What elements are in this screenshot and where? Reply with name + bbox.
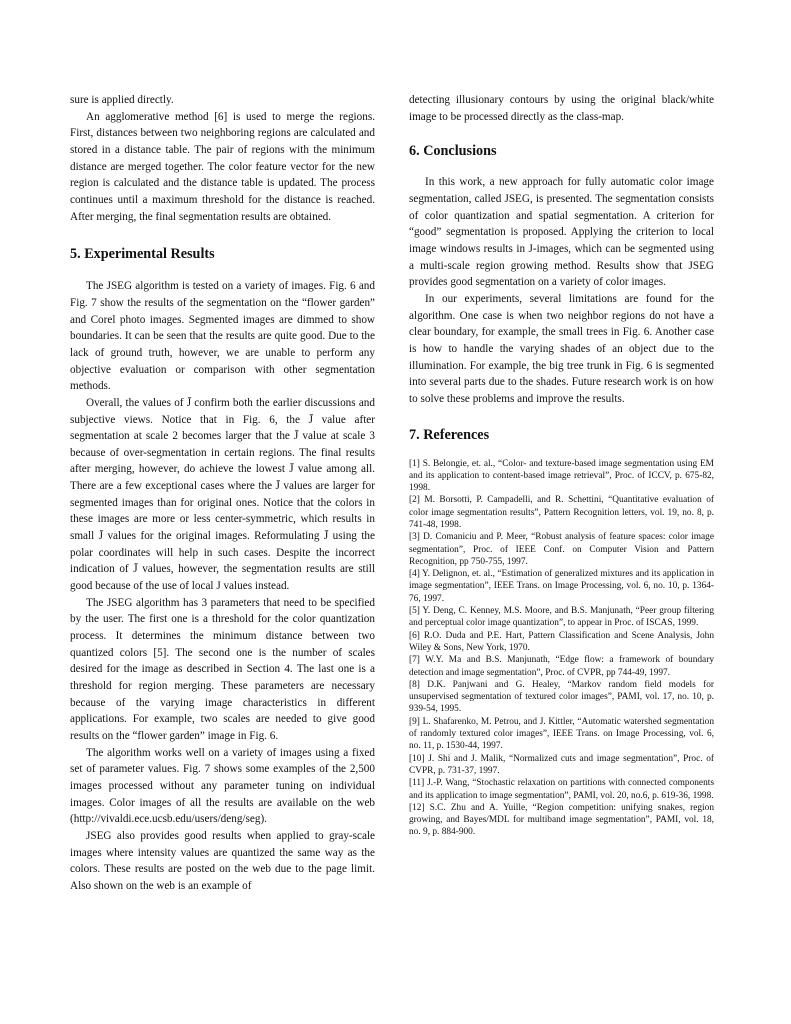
right-column xyxy=(409,92,714,839)
reference-item: [6] R.O. Duda and P.E. Hart, Pattern Classification and Scene Analysis, John Wiley & Sons, New York, 1970. xyxy=(409,630,714,653)
paragraph-illusionary-contours: detecting illusionary contours by using the original black/white image to be processed directly as the class-map. xyxy=(409,94,714,123)
reference-item: [5] Y. Deng, C. Kenney, M.S. Moore, and B.S. Manjunath, “Peer group filtering and perceptual color image quantization”, to appear in Proc. of ISCAS, 1999. xyxy=(409,606,714,629)
section-heading-conclusions: 6. Conclusions xyxy=(409,143,497,160)
paragraph-parameters: The JSEG algorithm has 3 parameters that need to be specified by the user. The first one is a threshold for the color quantization process. It determines the minimum distance between two quantized colors [5]. The second one is the number of scales desired for the image as described in Section 4. The last one is a threshold for region merging. These parameters are necessary because of the varying image characteristics in different applications. For example, two scales are needed to give good results on the “flower garden” image in Fig. 6. xyxy=(70,596,375,742)
reference-item: [7] W.Y. Ma and B.S. Manjunath, “Edge flow: a framework of boundary detection and image segmentation”, Proc. of CVPR, pp 744-49, 1997. xyxy=(409,655,714,678)
section-heading-experimental-results: 5. Experimental Results xyxy=(70,246,215,263)
left-column xyxy=(70,92,375,895)
paragraph-agglomerative: An agglomerative method [6] is used to merge the regions. First, distances between two neighboring regions are calculated and stored in a distance table. The pair of regions with the minimum distance are merged together. The color feature vector for the new region is calculated and the distance table is updated. The process continues until a maximum threshold for the distance is reached. After merging, the final segmentation results are obtained. xyxy=(70,110,375,223)
section-heading-references: 7. References xyxy=(409,426,490,443)
paragraph-jseg-tested: The JSEG algorithm is tested on a variety of images. Fig. 6 and Fig. 7 show the results of the segmentation on the “flower garden” and Corel photo images. Segmented images are dimmed to show boundaries. It can be seen that the results are quite good. Due to the lack of ground truth, however, we are unable to perform any objective evaluation or comparison with other segmentation methods. xyxy=(70,280,375,393)
reference-list xyxy=(409,458,714,839)
reference-item: [8] D.K. Panjwani and G. Healey, “Markov random field models for unsupervised segmentation of textured color images”, PAMI, vol. 17, no. 10, p. 939-54, 1995. xyxy=(409,679,714,715)
paragraph-grayscale: JSEG also provides good results when applied to gray-scale images where intensity values are quantized the same way as the colors. These results are posted on the web due to the page limit. Also shown on the web is an example of xyxy=(70,829,375,892)
reference-item: [11] J.-P. Wang, “Stochastic relaxation on partitions with connected components and its application to image segmentation”, PAMI, vol. 20, no.6, p. 619-36, 1998. xyxy=(409,778,714,801)
reference-item: [9] L. Shafarenko, M. Petrou, and J. Kittler, “Automatic watershed segmentation of randomly textured color images”, IEEE Trans. on Image Processing, vol. 6, no. 11, p. 1530-44, 1997. xyxy=(409,716,714,752)
paragraph-limitations: In our experiments, several limitations are found for the algorithm. One case is when two neighbor regions do not have a clear boundary, for example, the small trees in Fig. 6. Another case is how to handle the varying shades of an object due to the illumination. For example, the big tree trunk in Fig. 6 is segmented into several parts due to the shades. Future research work is on how to solve these problems and improve the results. xyxy=(409,292,714,405)
paragraph-merge-intro: sure is applied directly. xyxy=(70,94,174,106)
reference-item: [2] M. Borsotti, P. Campadelli, and R. Schettini, “Quantitative evaluation of color image segmentation results”, Pattern Recognition letters, vol. 19, no. 8, p. 741-48, 1998. xyxy=(409,495,714,530)
reference-item: [3] D. Comaniciu and P. Meer, “Robust analysis of feature spaces: color image segmentation”, Proc. of IEEE Conf. on Computer Vision and Pattern Recognition, pp 750-755, 1997. xyxy=(409,532,714,567)
reference-item: [4] Y. Delignon, et. al., “Estimation of generalized mixtures and its application in image segmentation”, IEEE Trans. on Image Processing, vol. 6, no. 10, p. 1364-76, 1997. xyxy=(409,569,714,604)
paragraph-fixed-parameters: The algorithm works well on a variety of images using a fixed set of parameter values. Fig. 7 shows some examples of the 2,500 images processed without any parameter tuning on individual images. Color images of all the results are available on the web (http://vivaldi.ece.ucsb.edu/users/deng/seg). xyxy=(70,746,375,826)
reference-item: [1] S. Belongie, et. al., “Color- and texture-based image segmentation using EM and its application to content-based image retrieval”, Proc. of ICCV, p. 675-82, 1998. xyxy=(409,458,714,494)
paragraph-conclusions-summary: In this work, a new approach for fully automatic color image segmentation, called JSEG, is presented. The segmentation consists of color quantization and spatial segmentation. A criterion for “good” segmentation is proposed. Applying the criterion to local image windows results in J-images, which can be segmented using a multi-scale region growing method. Results show that JSEG provides good segmentation on a variety of color images. xyxy=(409,176,714,289)
reference-item: [12] S.C. Zhu and A. Yuille, “Region competition: unifying snakes, region growing, and Bayes/MDL for multiband image segmentation”, PAMI, vol. 18, no. 9, p. 884-900. xyxy=(409,802,714,838)
reference-item: [10] J. Shi and J. Malik, “Normalized cuts and image segmentation”, Proc. of CVPR, p. 731-37, 1997. xyxy=(409,753,714,776)
paragraph-j-values: Overall, the values of J̄ confirm both the earlier discussions and subjective views. Notice that in Fig. 6, the J̄ value after segmentation at scale 2 becomes larger that the J̄ value at scale 3 because of over-segmentation in certain regions. The final results after merging, however, do achieve the lowest J̄ value among all. There are a few exceptional cases where the J̄ values are larger for segmented images than for original ones. Notice that the colors in these images are more or less center-symmetric, which results in small J̄ values for the original images. Reformulating J̄ using the polar coordinates will help in such cases. Despite the incorrect indication of J̄ values, however, the segmentation results are still good because of the use of local J values instead. xyxy=(70,396,375,593)
